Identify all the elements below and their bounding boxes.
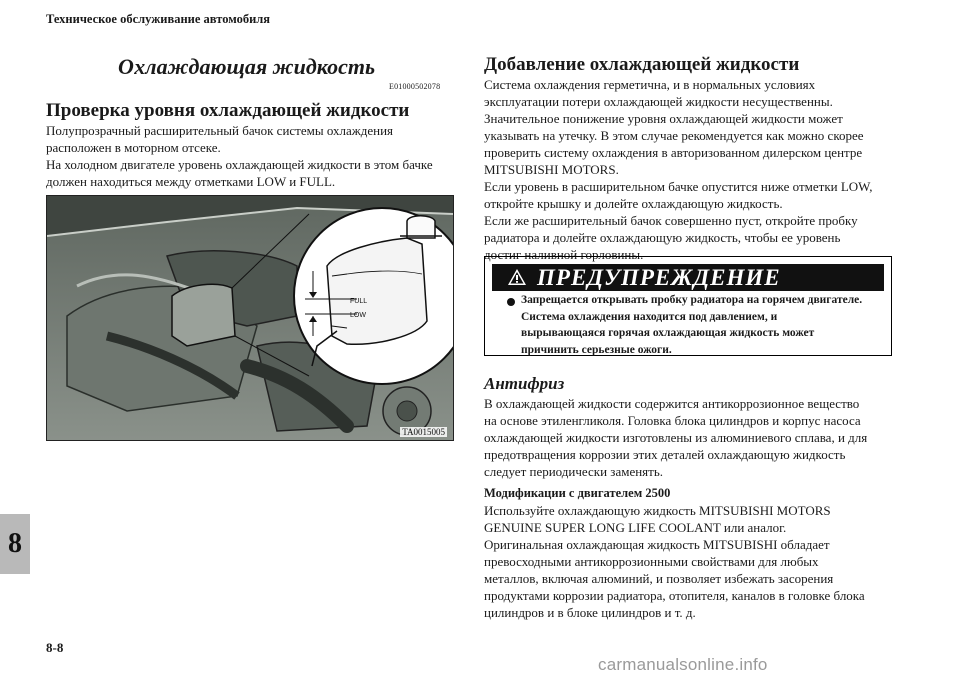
text-line: GENUINE SUPER LONG LIFE COOLANT или аналог. <box>484 520 787 535</box>
text-line: должен находиться между отметками LOW и FULL. <box>46 174 336 189</box>
text-line: В охлаждающей жидкости содержится антикоррозионное вещество <box>484 396 860 411</box>
antifreeze-heading: Антифриз <box>484 374 565 393</box>
text-line: Система охлаждения находится под давлением, и <box>521 310 778 323</box>
warning-triangle-icon <box>507 268 527 286</box>
watermark: carmanualsonline.info <box>598 655 768 674</box>
warning-box <box>484 256 892 356</box>
section-code: E01000502078 <box>389 82 441 91</box>
modifications-body <box>484 502 904 621</box>
engine-bay-figure <box>46 195 454 441</box>
text-line: на основе этиленгликоля. Головка блока цилиндров и корпус насоса <box>484 413 861 428</box>
text-line: Если уровень в расширительном бачке опустится ниже отметки LOW, <box>484 179 873 194</box>
low-mark-label: LOW <box>350 312 366 319</box>
modifications-heading: Модификации с двигателем 2500 <box>484 486 671 500</box>
figure-label: TA0015005 <box>402 427 445 437</box>
text-line: Значительное понижение уровня охлаждающей жидкости может <box>484 111 843 126</box>
full-mark-label: FULL <box>350 298 368 305</box>
chapter-tab: 8 <box>0 514 30 574</box>
text-line: достиг наливной горловины. <box>484 247 644 262</box>
text-line: металлов, включая алюминий, и позволяет избежать засорения <box>484 571 834 586</box>
text-line: предотвращения коррозии этих деталей охлаждающую жидкость <box>484 447 846 462</box>
text-line: проверить систему охлаждения в авторизованном дилерском центре <box>484 145 863 160</box>
text-line: Полупрозрачный расширительный бачок системы охлаждения <box>46 123 394 138</box>
text-line: превосходными антикоррозионными свойствами для любых <box>484 554 819 569</box>
text-line: следует периодически заменять. <box>484 464 664 479</box>
check-level-body <box>46 122 466 190</box>
text-line: охлаждающей жидкости изготовлены из алюминиевого сплава, и для <box>484 430 868 445</box>
text-line: На холодном двигателе уровень охлаждающей жидкости в этом бачке <box>46 157 433 172</box>
adding-body <box>484 76 904 263</box>
adding-heading: Добавление охлаждающей жидкости <box>484 54 800 75</box>
text-line: продуктами коррозии радиатора, отопителя, каналов в головке блока <box>484 588 865 603</box>
warning-text <box>521 292 883 358</box>
text-line: откройте крышку и долейте охлаждающую жидкость. <box>484 196 783 211</box>
text-line: Оригинальная охлаждающая жидкость MITSUBISHI обладает <box>484 537 830 552</box>
text-line: указывать на утечку. В этом случае рекомендуется как можно скорее <box>484 128 864 143</box>
text-line: расположен в моторном отсеке. <box>46 140 221 155</box>
page-number: 8-8 <box>46 640 64 655</box>
text-line: эксплуатации потери охлаждающей жидкости несущественны. <box>484 94 833 109</box>
text-line: цилиндров и в блоке цилиндров и т. д. <box>484 605 696 620</box>
check-level-heading: Проверка уровня охлаждающей жидкости <box>46 100 410 121</box>
engine-bay-illustration <box>47 196 453 440</box>
running-header: Техническое обслуживание автомобиля <box>46 12 271 26</box>
text-line: Если же расширительный бачок совершенно пуст, откройте пробку <box>484 213 858 228</box>
text-line: MITSUBISHI MOTORS. <box>484 162 619 177</box>
warning-banner <box>492 264 884 291</box>
text-line: Система охлаждения герметична, и в нормальных условиях <box>484 77 816 92</box>
text-line: вырывающаяся горячая охлаждающая жидкость может <box>521 327 815 339</box>
text-line: Используйте охлаждающую жидкость MITSUBISHI MOTORS <box>484 503 831 518</box>
section-title: Охлаждающая жидкость <box>118 54 376 79</box>
warning-title: ПРЕДУПРЕЖДЕНИЕ <box>537 265 781 290</box>
antifreeze-body <box>484 395 904 480</box>
bullet-icon <box>507 298 515 306</box>
text-line: Запрещается открывать пробку радиатора на горячем двигателе. <box>521 294 863 306</box>
text-line: причинить серьезные ожоги. <box>521 343 672 356</box>
text-line: радиатора и долейте охлаждающую жидкость, чтобы ее уровень <box>484 230 841 245</box>
